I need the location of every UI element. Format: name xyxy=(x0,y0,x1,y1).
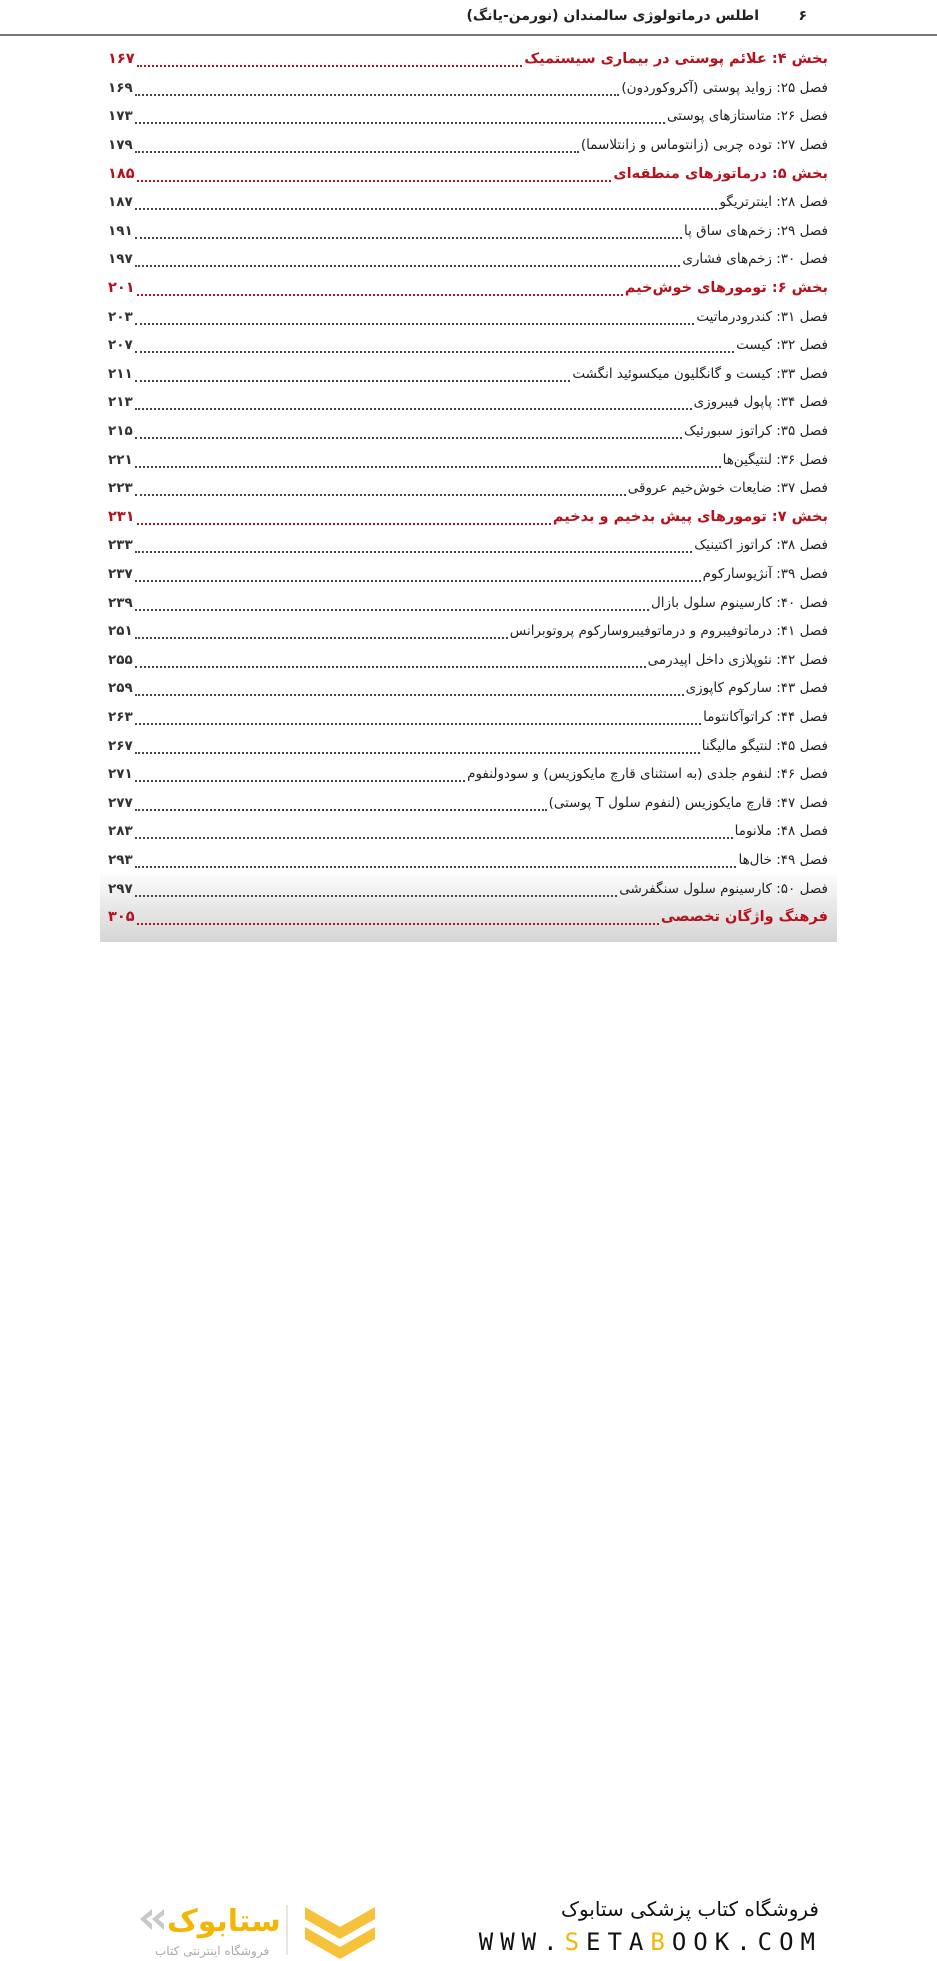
toc-page-number: ۲۰۷ xyxy=(108,337,133,354)
dot-leader xyxy=(135,227,682,239)
book-title: اطلس درماتولوژی سالمندان (نورمن-یانگ) xyxy=(466,8,759,24)
page-number: ۶ xyxy=(798,8,807,24)
toc-entry-title: فصل ۵۰: کارسینوم سلول سنگفرشی xyxy=(619,880,828,897)
toc-chapter-row[interactable] xyxy=(108,760,828,789)
toc-entry-title: فصل ۳۱: کندرودرماتیت xyxy=(696,308,828,325)
toc-chapter-row[interactable] xyxy=(108,445,828,474)
toc-entry-title: فصل ۴۱: درماتوفیبروم و درماتوفیبروسارکوم پروتوبرانس xyxy=(509,623,828,640)
toc-entry-title: فصل ۳۴: پاپول فیبروزی xyxy=(693,394,828,411)
dot-leader xyxy=(135,627,508,639)
toc-entry-title: فرهنگ واژگان تخصصی xyxy=(660,909,828,926)
toc-page-number: ۲۵۹ xyxy=(108,680,133,697)
toc-entry-title: فصل ۴۷: قارچ مایکوزیس (لنفوم سلول T پوستی) xyxy=(548,794,828,811)
toc-entry-title: فصل ۴۵: لنتیگو مالیگنا xyxy=(701,737,828,754)
toc-page-number: ۱۹۷ xyxy=(108,251,133,268)
dot-leader xyxy=(135,484,626,496)
toc-entry-title: فصل ۲۵: زواید پوستی (آکروکوردون) xyxy=(621,79,828,96)
toc-chapter-row[interactable] xyxy=(108,645,828,674)
url-part: ETA xyxy=(586,1928,651,1956)
toc-chapter-row[interactable] xyxy=(108,102,828,131)
toc-chapter-row[interactable] xyxy=(108,588,828,617)
dot-leader xyxy=(135,427,682,439)
dot-leader xyxy=(135,370,571,382)
toc-chapter-row[interactable] xyxy=(108,474,828,503)
setabook-logo xyxy=(135,1897,385,1961)
toc-page-number: ۲۰۱ xyxy=(108,280,135,297)
toc-section-row[interactable] xyxy=(108,274,828,303)
dot-leader xyxy=(135,570,701,582)
toc-section-row[interactable] xyxy=(108,159,828,188)
toc-page-number: ۱۸۵ xyxy=(108,165,135,182)
toc-chapter-row[interactable] xyxy=(108,388,828,417)
toc-chapter-row[interactable] xyxy=(108,788,828,817)
dot-leader xyxy=(137,913,659,925)
toc-page-number: ۱۷۹ xyxy=(108,137,133,154)
url-part: OOK.COM xyxy=(671,1928,822,1956)
toc-section-row[interactable] xyxy=(108,45,828,74)
toc-page-number: ۲۱۵ xyxy=(108,423,133,440)
toc-page-number: ۱۶۹ xyxy=(108,79,133,96)
toc-page-number: ۲۷۷ xyxy=(108,794,133,811)
toc-entry-title: فصل ۳۶: لنتیگین‌ها xyxy=(722,451,828,468)
toc-page-number: ۲۶۷ xyxy=(108,737,133,754)
page-header xyxy=(0,0,937,36)
toc-entry-title: فصل ۳۸: کراتوز اکتینیک xyxy=(694,537,828,554)
toc-chapter-row[interactable] xyxy=(108,617,828,646)
toc-chapter-row[interactable] xyxy=(108,217,828,246)
dot-leader xyxy=(135,799,547,811)
dot-leader xyxy=(135,885,618,897)
dot-leader xyxy=(135,255,681,267)
toc-page-number: ۱۷۳ xyxy=(108,108,133,125)
toc-entry-title: فصل ۳۵: کراتوز سبورئیک xyxy=(683,423,828,440)
dot-leader xyxy=(137,170,612,182)
toc-entry-title: بخش ۷: تومورهای پیش بدخیم و بدخیم xyxy=(552,508,828,525)
toc-chapter-row[interactable] xyxy=(108,560,828,589)
logo-subtitle: فروشگاه اینترنتی کتاب xyxy=(155,1944,270,1958)
toc-chapter-row[interactable] xyxy=(108,674,828,703)
dot-leader xyxy=(135,856,737,868)
toc-entry-title: فصل ۳۷: ضایعات خوش‌خیم عروقی xyxy=(627,480,828,497)
toc-chapter-row[interactable] xyxy=(108,531,828,560)
dot-leader xyxy=(135,599,649,611)
toc-entry-title: فصل ۲۹: زخم‌های ساق پا xyxy=(683,222,828,239)
toc-entry-title: فصل ۳۰: زخم‌های فشاری xyxy=(682,251,828,268)
toc-page-number: ۲۱۱ xyxy=(108,365,133,382)
toc-chapter-row[interactable] xyxy=(108,817,828,846)
toc-page-number: ۲۵۵ xyxy=(108,651,133,668)
dot-leader xyxy=(135,198,718,210)
shop-name: فروشگاه کتاب پزشکی ستابوک xyxy=(561,1897,819,1921)
toc-page-number: ۲۲۱ xyxy=(108,451,133,468)
shop-url[interactable] xyxy=(479,1928,822,1956)
toc-entry-title: فصل ۴۴: کراتوآکانتوما xyxy=(703,708,828,725)
toc-entry-title: فصل ۳۹: آنژیوسارکوم xyxy=(702,565,828,582)
toc-entry-title: فصل ۴۹: خال‌ها xyxy=(738,851,828,868)
toc-chapter-row[interactable] xyxy=(108,302,828,331)
toc-page-number: ۱۶۷ xyxy=(108,51,135,68)
dot-leader xyxy=(135,656,646,668)
dot-leader xyxy=(137,513,551,525)
toc-chapter-row[interactable] xyxy=(108,874,828,903)
toc-entry-title: فصل ۴۰: کارسینوم سلول بازال xyxy=(651,594,828,611)
dot-leader xyxy=(135,827,733,839)
url-part: B xyxy=(650,1928,672,1956)
toc-chapter-row[interactable] xyxy=(108,731,828,760)
toc-entry-title: فصل ۴۸: ملانوما xyxy=(734,823,828,840)
toc-page-number: ۱۸۷ xyxy=(108,194,133,211)
toc-entry-title: فصل ۲۸: اینترتریگو xyxy=(719,194,828,211)
toc-page-number: ۲۳۱ xyxy=(108,508,135,525)
toc-entry-title: فصل ۴۲: نئوپلازی داخل اپیدرمی xyxy=(647,651,828,668)
toc-page-number: ۲۳۳ xyxy=(108,537,133,554)
toc-entry-title: فصل ۲۷: توده چربی (زانتوماس و زانتلاسما) xyxy=(580,137,828,154)
toc-chapter-row[interactable] xyxy=(108,846,828,875)
toc-section-row[interactable] xyxy=(108,903,828,932)
dot-leader xyxy=(135,313,695,325)
toc-entry-title: بخش ۴: علائم پوستی در بیماری سیستمیک xyxy=(524,51,828,68)
toc-entry-title: بخش ۵: درماتوزهای منطقه‌ای xyxy=(613,165,828,182)
toc-entry-title: فصل ۳۲: کیست xyxy=(736,337,828,354)
dot-leader xyxy=(135,713,701,725)
logo-text: ستابوک xyxy=(167,1904,281,1939)
dot-leader xyxy=(137,55,523,67)
toc-entry-title: فصل ۲۶: متاستازهای پوستی xyxy=(667,108,828,125)
toc-chapter-row[interactable] xyxy=(108,703,828,732)
toc-page-number: ۲۶۳ xyxy=(108,708,133,725)
toc-page-number: ۲۳۹ xyxy=(108,594,133,611)
footer-banner xyxy=(0,942,937,1958)
toc-chapter-row[interactable] xyxy=(108,74,828,103)
dot-leader xyxy=(135,684,684,696)
dot-leader xyxy=(135,742,700,754)
toc-page-number: ۱۹۱ xyxy=(108,222,133,239)
toc-page-number: ۲۵۱ xyxy=(108,623,133,640)
toc-page-number: ۲۳۷ xyxy=(108,565,133,582)
toc-page-number: ۲۲۳ xyxy=(108,480,133,497)
toc-chapter-row[interactable] xyxy=(108,360,828,389)
toc-entry-title: بخش ۶: تومورهای خوش‌خیم xyxy=(624,280,828,297)
toc-page-number: ۲۰۳ xyxy=(108,308,133,325)
dot-leader xyxy=(135,541,692,553)
chevron-logo-icon xyxy=(305,1907,375,1959)
dot-leader xyxy=(135,456,721,468)
toc-chapter-row[interactable] xyxy=(108,331,828,360)
toc-section-row[interactable] xyxy=(108,503,828,532)
dot-leader xyxy=(135,770,465,782)
toc-entry-title: فصل ۴۳: سارکوم کاپوزی xyxy=(685,680,828,697)
dot-leader xyxy=(135,341,734,353)
dot-leader xyxy=(135,141,579,153)
toc-page-number: ۲۹۳ xyxy=(108,851,133,868)
toc-entry-title: فصل ۳۳: کیست و گانگلیون میکسوئید انگشت xyxy=(572,365,828,382)
dot-leader xyxy=(135,398,692,410)
toc-chapter-row[interactable] xyxy=(108,417,828,446)
toc-entry-title: فصل ۴۶: لنفوم جلدی (به استثنای قارچ مایکوزیس) و سودولنفوم xyxy=(467,766,828,783)
toc-page-number: ۲۹۷ xyxy=(108,880,133,897)
toc-page-number: ۲۱۳ xyxy=(108,394,133,411)
dot-leader xyxy=(135,84,620,96)
dot-leader xyxy=(135,112,665,124)
toc-chapter-row[interactable] xyxy=(108,188,828,217)
toc-page-number: ۲۸۳ xyxy=(108,823,133,840)
toc-page-number: ۳۰۵ xyxy=(108,909,135,926)
dot-leader xyxy=(137,284,623,296)
url-part: S xyxy=(564,1928,587,1956)
toc-chapter-row[interactable] xyxy=(108,131,828,160)
toc-page-number: ۲۷۱ xyxy=(108,766,133,783)
toc-chapter-row[interactable] xyxy=(108,245,828,274)
table-of-contents xyxy=(108,45,828,931)
url-part: WWW. xyxy=(478,1928,565,1956)
